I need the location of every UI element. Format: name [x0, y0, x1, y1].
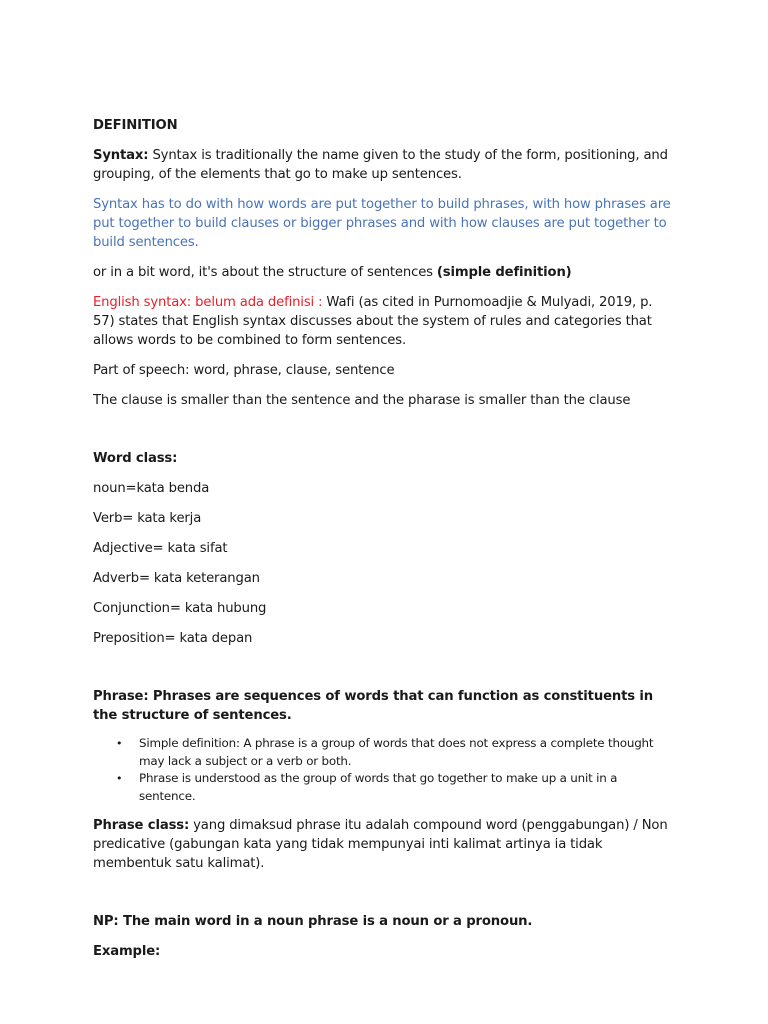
- phrase-class-label: Phrase class:: [93, 818, 190, 833]
- phrase-class-text: yang dimaksud phrase itu adalah compound word (penggabungan) / Non predicative (gabungan kata yang tidak mempunyai inti kalimat artinya ia tidak membentuk satu kalimat).: [93, 818, 668, 871]
- simple-definition-tag: (simple definition): [436, 265, 572, 280]
- phrase-definition-paragraph: Phrase: Phrases are sequences of words that can function as constituents in the structure of sentences.: [93, 689, 653, 723]
- english-syntax-paragraph: [93, 293, 673, 350]
- syntax-label: Syntax:: [93, 148, 149, 163]
- word-class-item: Preposition= kata depan: [93, 631, 253, 646]
- word-class-item: Adverb= kata keterangan: [93, 571, 260, 586]
- word-class-item: Verb= kata kerja: [93, 511, 202, 526]
- list-item: [116, 770, 673, 805]
- example-label: Example:: [93, 944, 161, 959]
- bullet-icon: •: [116, 772, 123, 785]
- english-syntax-label: English syntax: belum ada definisi :: [93, 295, 323, 310]
- phrase-class-paragraph: [93, 816, 673, 873]
- document-body: [93, 116, 673, 961]
- bullet-text: Simple definition: A phrase is a group of words that does not express a complete thought may lack a subject or a verb or both.: [139, 736, 654, 768]
- word-class-heading: Word class:: [93, 451, 178, 466]
- word-class-item: Conjunction= kata hubung: [93, 601, 267, 616]
- simple-definition-text: or in a bit word, it's about the structure of sentences: [93, 265, 437, 280]
- bullet-icon: •: [116, 737, 123, 750]
- syntax-definition-text: Syntax is traditionally the name given to the study of the form, positioning, and grouping, of the elements that go to make up sentences.: [93, 148, 668, 182]
- phrase-bullet-list: [93, 735, 673, 805]
- word-class-item: noun=kata benda: [93, 481, 210, 496]
- simple-definition-paragraph: [93, 263, 673, 282]
- list-item: [116, 735, 673, 770]
- syntax-explanation-paragraph: Syntax has to do with how words are put together to build phrases, with how phrases are put together to build clauses or bigger phrases and with how clauses are put together to build sentences.: [93, 197, 671, 250]
- word-class-item: Adjective= kata sifat: [93, 541, 228, 556]
- clause-comparison-paragraph: The clause is smaller than the sentence and the pharase is smaller than the clause: [93, 393, 631, 408]
- syntax-definition-paragraph: [93, 146, 673, 184]
- english-syntax-text: Wafi (as cited in Purnomoadjie & Mulyadi, 2019, p. 57) states that English syntax discusses about the system of rules and categories that allows words to be combined to form sentences.: [93, 295, 653, 348]
- parts-of-speech-paragraph: Part of speech: word, phrase, clause, sentence: [93, 363, 395, 378]
- bullet-text: Phrase is understood as the group of words that go together to make up a unit in a sentence.: [139, 771, 618, 803]
- section-heading-definition: DEFINITION: [93, 118, 178, 133]
- noun-phrase-paragraph: NP: The main word in a noun phrase is a noun or a pronoun.: [93, 914, 533, 929]
